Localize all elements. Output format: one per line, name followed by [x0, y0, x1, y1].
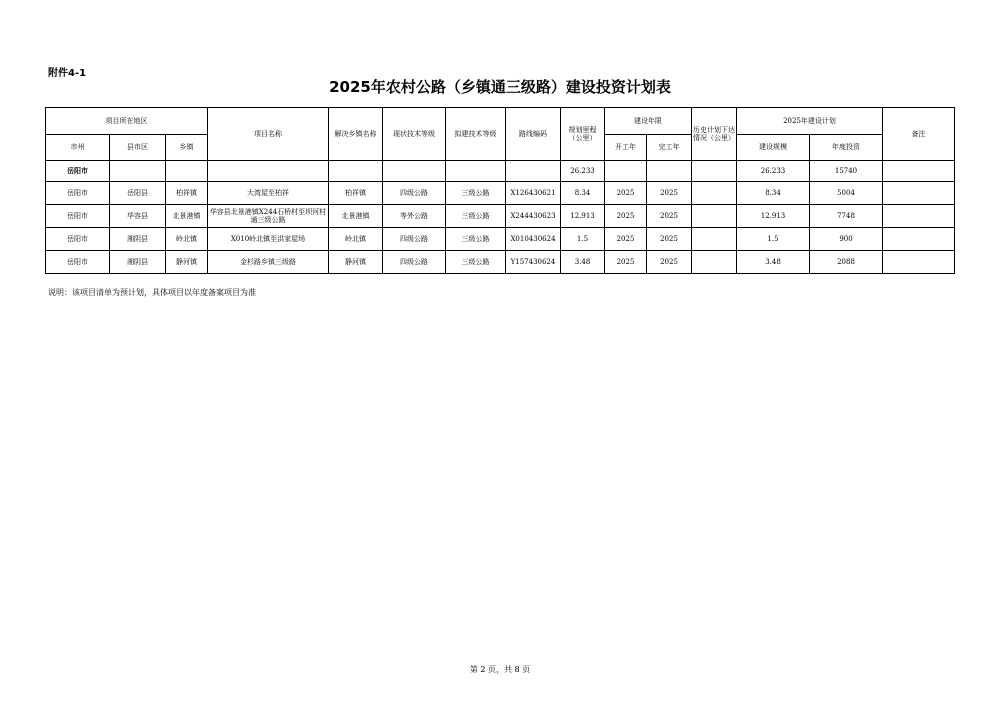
cell-current-grade: 四级公路 — [383, 251, 446, 274]
page-footer: 第 2 页，共 8 页 — [469, 665, 531, 674]
cell-route-code: X244430623 — [506, 205, 561, 228]
total-row — [46, 161, 955, 182]
header-start-year: 开工年 — [605, 135, 647, 161]
header-planned-mileage: 规划里程（公里） — [561, 108, 605, 161]
total-scale: 26.233 — [737, 161, 810, 182]
cell-annual-investment: 2088 — [810, 251, 883, 274]
cell-end-year: 2025 — [647, 251, 692, 274]
cell-remarks — [883, 205, 955, 228]
header-row-1 — [46, 108, 955, 135]
cell-remarks — [883, 251, 955, 274]
cell-historical — [692, 251, 737, 274]
cell-historical — [692, 182, 737, 205]
cell-current-grade: 等外公路 — [383, 205, 446, 228]
cell-city: 岳阳市 — [46, 182, 110, 205]
cell-start-year: 2025 — [605, 228, 647, 251]
cell-start-year: 2025 — [605, 182, 647, 205]
header-remarks: 备注 — [883, 108, 955, 161]
cell-historical — [692, 205, 737, 228]
cell-town: 柏祥镇 — [166, 182, 208, 205]
cell-historical — [692, 228, 737, 251]
cell-project-name: 大湾屋至柏祥 — [208, 182, 329, 205]
header-plan-2025: 2025年建设计划 — [737, 108, 883, 135]
header-scale: 建设规模 — [737, 135, 810, 161]
total-annual-investment: 15740 — [810, 161, 883, 182]
cell-solved-town: 岭北镇 — [329, 228, 383, 251]
cell-current-grade: 四级公路 — [383, 228, 446, 251]
table-row — [46, 228, 955, 251]
cell-town: 静河镇 — [166, 251, 208, 274]
cell-annual-investment: 900 — [810, 228, 883, 251]
header-construction-period: 建设年限 — [605, 108, 692, 135]
cell-city: 岳阳市 — [46, 205, 110, 228]
header-route-code: 路线编码 — [506, 108, 561, 161]
cell-planned-grade: 三级公路 — [446, 228, 506, 251]
cell-scale: 8.34 — [737, 182, 810, 205]
cell-solved-town: 静河镇 — [329, 251, 383, 274]
total-planned-mileage: 26.233 — [561, 161, 605, 182]
cell-annual-investment: 5004 — [810, 182, 883, 205]
header-planned-grade: 拟建技术等级 — [446, 108, 506, 161]
investment-plan-table — [45, 107, 955, 274]
header-annual-investment: 年度投资 — [810, 135, 883, 161]
header-historical: 历史计划下达情况（公里） — [692, 108, 737, 161]
cell-current-grade: 四级公路 — [383, 182, 446, 205]
total-city: 岳阳市 — [46, 161, 110, 182]
header-county: 县市区 — [110, 135, 166, 161]
cell-route-code: X010430624 — [506, 228, 561, 251]
header-current-grade: 现状技术等级 — [383, 108, 446, 161]
cell-remarks — [883, 228, 955, 251]
cell-planned-mileage: 12.913 — [561, 205, 605, 228]
header-location: 项目所在地区 — [46, 108, 208, 135]
cell-solved-town: 柏祥镇 — [329, 182, 383, 205]
cell-project-name: 华容县北景港镇X244石桥村至坝河村通三级公路 — [208, 205, 329, 228]
cell-planned-mileage: 8.34 — [561, 182, 605, 205]
cell-solved-town: 北景港镇 — [329, 205, 383, 228]
cell-scale: 3.48 — [737, 251, 810, 274]
cell-route-code: X126430621 — [506, 182, 561, 205]
cell-annual-investment: 7748 — [810, 205, 883, 228]
header-city: 市州 — [46, 135, 110, 161]
header-end-year: 完工年 — [647, 135, 692, 161]
cell-start-year: 2025 — [605, 205, 647, 228]
cell-planned-grade: 三级公路 — [446, 182, 506, 205]
cell-planned-mileage: 1.5 — [561, 228, 605, 251]
cell-end-year: 2025 — [647, 228, 692, 251]
table-row — [46, 251, 955, 274]
header-solved-town: 解决乡镇名称 — [329, 108, 383, 161]
cell-remarks — [883, 182, 955, 205]
table-row — [46, 182, 955, 205]
cell-planned-grade: 三级公路 — [446, 205, 506, 228]
cell-county: 湘阴县 — [110, 251, 166, 274]
cell-county: 华容县 — [110, 205, 166, 228]
table-note: 说明：该项目清单为预计划，具体项目以年度备案项目为准 — [48, 288, 256, 297]
header-town: 乡镇 — [166, 135, 208, 161]
cell-project-name: X010岭北镇至洪家屋场 — [208, 228, 329, 251]
cell-city: 岳阳市 — [46, 228, 110, 251]
cell-county: 岳阳县 — [110, 182, 166, 205]
header-project-name: 项目名称 — [208, 108, 329, 161]
attachment-label: 附件4-1 — [48, 68, 87, 79]
cell-start-year: 2025 — [605, 251, 647, 274]
cell-town: 岭北镇 — [166, 228, 208, 251]
cell-city: 岳阳市 — [46, 251, 110, 274]
cell-planned-grade: 三级公路 — [446, 251, 506, 274]
cell-end-year: 2025 — [647, 182, 692, 205]
page-title: 2025年农村公路（乡镇通三级路）建设投资计划表 — [329, 78, 671, 96]
cell-county: 湘阴县 — [110, 228, 166, 251]
cell-planned-mileage: 3.48 — [561, 251, 605, 274]
cell-scale: 1.5 — [737, 228, 810, 251]
cell-project-name: 金杉路乡镇三级路 — [208, 251, 329, 274]
cell-town: 北景港镇 — [166, 205, 208, 228]
cell-end-year: 2025 — [647, 205, 692, 228]
table-row — [46, 205, 955, 228]
cell-scale: 12.913 — [737, 205, 810, 228]
cell-route-code: Y157430624 — [506, 251, 561, 274]
